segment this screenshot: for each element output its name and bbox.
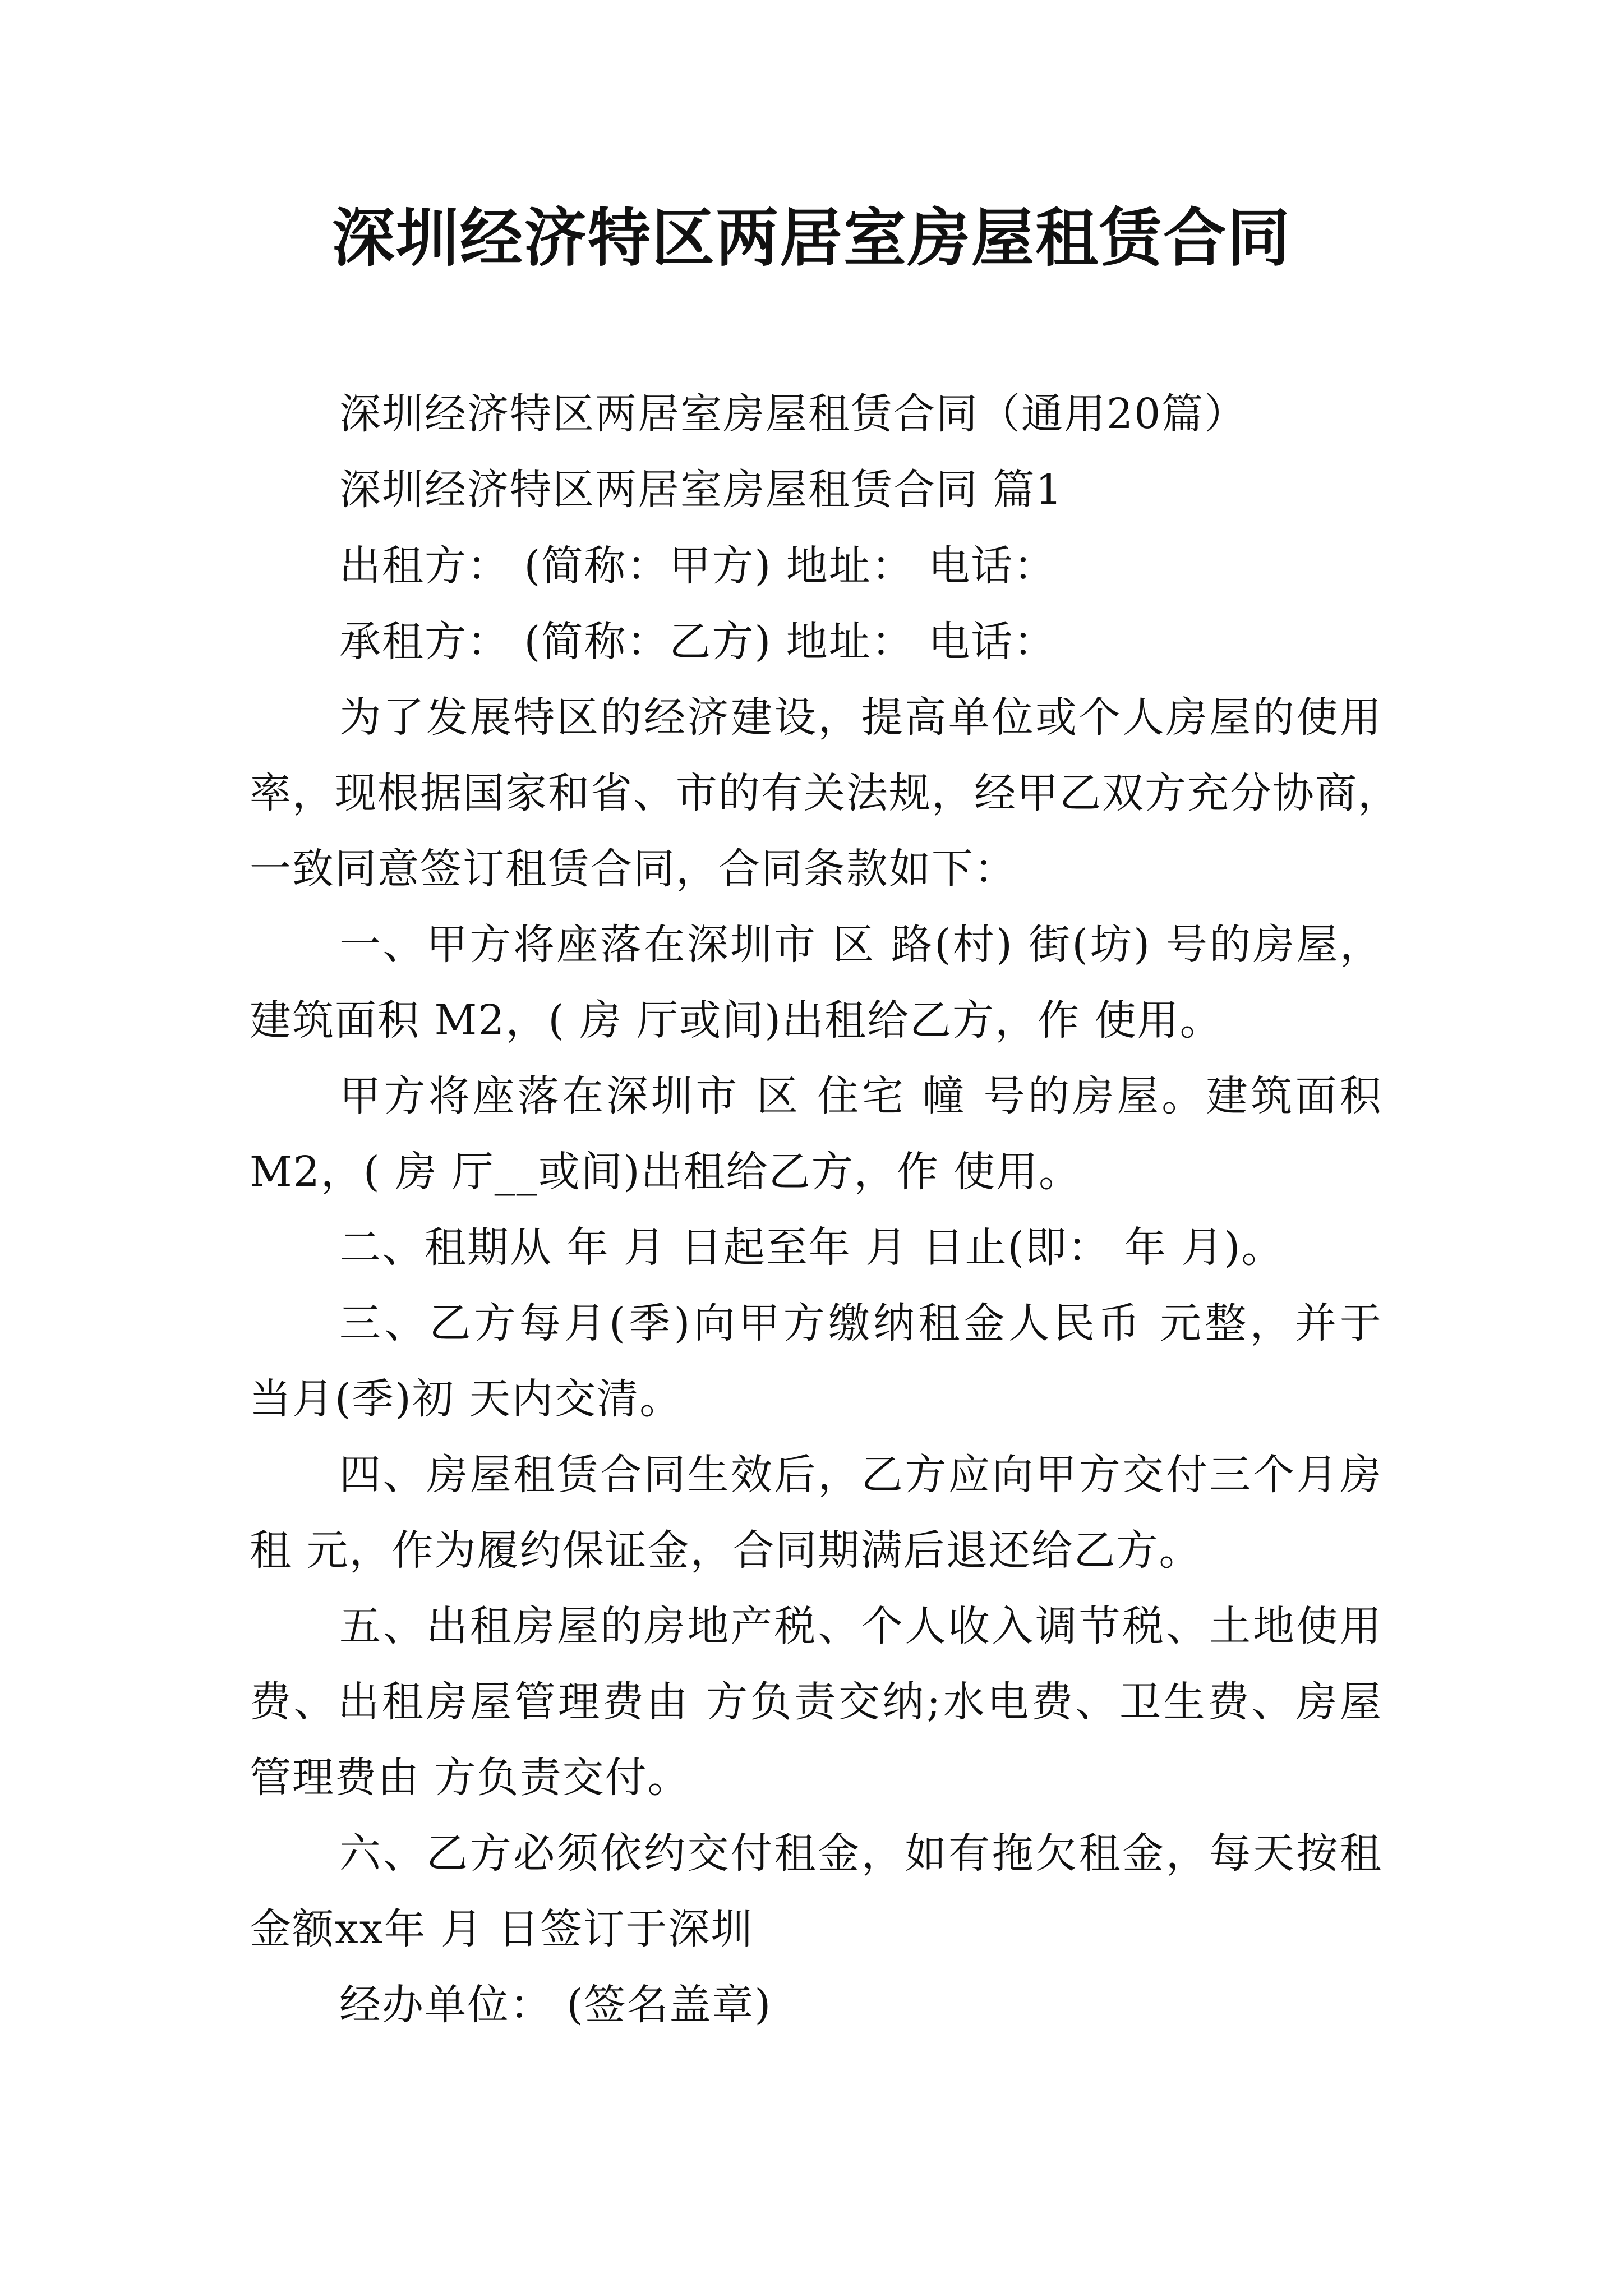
document-title: 深圳经济特区两居室房屋租赁合同 [332,201,1291,275]
clause-5-line: 费、出租房屋管理费由 方负责交纳;水电费、卫生费、房屋 [250,1678,1382,1726]
clause-3-line: 当月(季)初 天内交清。 [250,1375,683,1423]
agency-signature-line: 经办单位： (签名盖章) [339,1981,772,2029]
clause-4-line: 四、房屋租赁合同生效后，乙方应向甲方交付三个月房 [339,1451,1382,1499]
paragraph-line: 率，现根据国家和省、市的有关法规，经甲乙双方充分协商， [250,769,1400,817]
subtitle-line: 深圳经济特区两居室房屋租赁合同（通用20篇） [339,390,1247,438]
clause-5-line: 管理费由 方负责交付。 [250,1754,690,1802]
clause-3-line: 三、乙方每月(季)向甲方缴纳租金人民币 元整，并于 [339,1299,1382,1347]
lessor-line: 出租方： (简称：甲方) 地址： 电话： [339,542,1057,590]
clause-4-line: 租 元，作为履约保证金，合同期满后退还给乙方。 [250,1526,1202,1575]
clause-1-line: 建筑面积 M2，( 房 厅或间)出租给乙方，作 使用。 [250,996,1223,1045]
clause-6-line: 金额xx年 月 日签订于深圳 [250,1905,754,1953]
paragraph-line: M2，( 房 厅__或间)出租给乙方，作 使用。 [250,1148,1082,1196]
paragraph-line: 甲方将座落在深圳市 区 住宅 幢 号的房屋。建筑面积 [339,1072,1382,1120]
section-heading-line: 深圳经济特区两居室房屋租赁合同 篇1 [339,466,1063,514]
paragraph-line: 一致同意签订租赁合同，合同条款如下： [250,845,1017,893]
clause-1-line: 一、甲方将座落在深圳市 区 路(村) 街(坊) 号的房屋， [339,921,1382,969]
clause-5-line: 五、出租房屋的房地产税、个人收入调节税、土地使用 [339,1602,1382,1650]
clause-2-line: 二、租期从 年 月 日起至年 月 日止(即： 年 月)。 [339,1223,1284,1272]
lessee-line: 承租方： (简称：乙方) 地址： 电话： [339,618,1057,666]
clause-6-line: 六、乙方必须依约交付租金，如有拖欠租金，每天按租 [339,1829,1382,1878]
paragraph-line: 为了发展特区的经济建设，提高单位或个人房屋的使用 [339,693,1382,742]
